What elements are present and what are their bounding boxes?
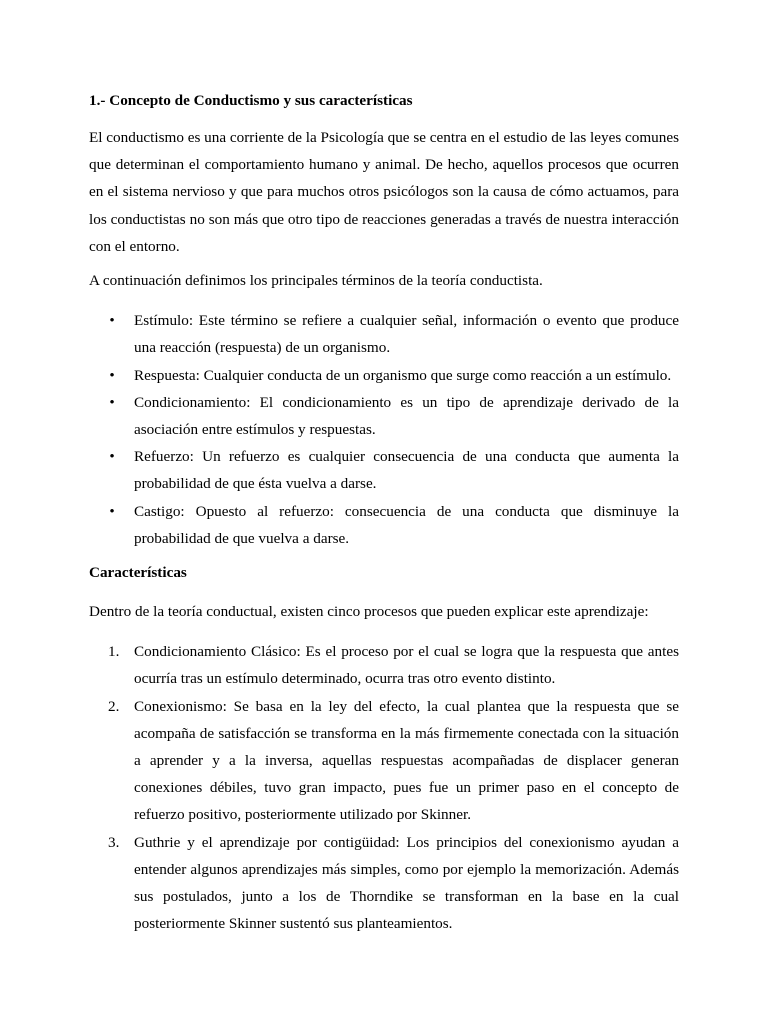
section-title: 1.- Concepto de Conductismo y sus características <box>89 92 413 109</box>
list-number: 2. <box>108 697 120 715</box>
bullet-icon: • <box>109 312 115 330</box>
intro-paragraph: El conductismo es una corriente de la Psicología que se centra en el estudio de las leyes comunes que determinan el comportamiento humano y animal. De hecho, aquellos procesos que ocurren en el sistema nervioso y que para muchos otros psicólogos son la causa de cómo actuamos, para los conductistas no son más que otro tipo de reacciones generadas a través de nuestra interacción con el entorno. <box>89 129 680 255</box>
definition-text: Estímulo: Este término se refiere a cualquier señal, información o evento que produce una reacción (respuesta) de un organismo. <box>134 312 679 357</box>
definitions-list <box>89 307 679 552</box>
process-text: Condicionamiento Clásico: Es el proceso por el cual se logra que la respuesta que antes ocurría tras un estímulo determinado, ocurra tras otro evento distinto. <box>134 643 679 688</box>
characteristics-title: Características <box>89 564 187 582</box>
definition-text: Castigo: Opuesto al refuerzo: consecuencia de una conducta que disminuye la probabilidad de que vuelva a darse. <box>134 502 679 547</box>
list-item <box>89 829 679 938</box>
process-text: Conexionismo: Se basa en la ley del efecto, la cual plantea que la respuesta que se acompaña de satisfacción se transforma en la más firmemente conectada con la situación a aprender y a la inversa, aquellas respuestas acompañadas de displacer generan conexiones débiles, tuvo gran impacto, pues fue un primer paso en el concepto de refuerzo positivo, posteriormente utilizado por Skinner. <box>134 697 679 824</box>
list-item <box>89 307 679 361</box>
definition-text: Refuerzo: Un refuerzo es cualquier consecuencia de una conducta que aumenta la probabilidad de que ésta vuelva a darse. <box>134 448 679 493</box>
list-item <box>89 693 679 829</box>
definitions-intro: A continuación definimos los principales términos de la teoría conductista. <box>89 272 543 290</box>
bullet-icon: • <box>109 393 115 411</box>
list-item <box>89 443 679 497</box>
process-text: Guthrie y el aprendizaje por contigüidad: Los principios del conexionismo ayudan a entender algunos aprendizajes más simples, como por ejemplo la memorización. Además sus postulados, junto a los de Thorndike se transforman en la base en la cual posteriormente Skinner sustentó sus planteamientos. <box>134 833 679 933</box>
bullet-icon: • <box>109 448 115 466</box>
definition-text: Respuesta: Cualquier conducta de un organismo que surge como reacción a un estímulo. <box>134 366 672 384</box>
processes-list <box>89 638 679 937</box>
definition-text: Condicionamiento: El condicionamiento es un tipo de aprendizaje derivado de la asociación entre estímulos y respuestas. <box>134 393 679 439</box>
list-number: 1. <box>108 643 120 661</box>
list-number: 3. <box>108 833 120 851</box>
bullet-icon: • <box>109 366 115 384</box>
bullet-icon: • <box>109 502 115 520</box>
list-item <box>89 362 679 389</box>
list-item <box>89 638 679 692</box>
characteristics-intro: Dentro de la teoría conductual, existen cinco procesos que pueden explicar este aprendizaje: <box>89 603 649 621</box>
list-item <box>89 389 679 443</box>
list-item <box>89 498 679 552</box>
document-body <box>89 90 679 937</box>
